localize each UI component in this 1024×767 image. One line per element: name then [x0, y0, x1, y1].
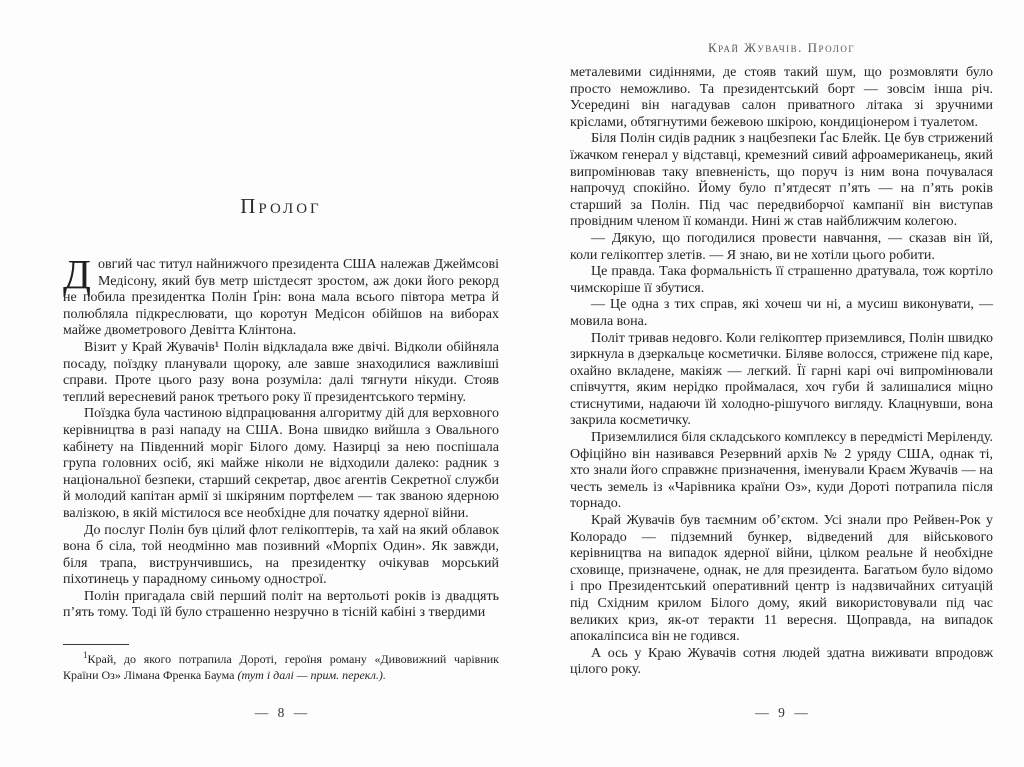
paragraph: Полін пригадала свій перший політ на вертольоті років із двадцять п’ять тому. Тоді їй було страшенно незручно в тісній кабіні з твердими: [63, 588, 499, 621]
paragraph: А ось у Краю Жувачів сотня людей здатна виживати впродовж цілого року.: [570, 645, 993, 678]
footnote-italic: (тут і далі — прим. перекл.).: [237, 667, 386, 682]
paragraph: До послуг Полін був цілий флот гелікоптерів, та хай на який облавок вона б сіла, той неодмінно мав позивний «Морпіх Один». Як завжди, біля трапа, виструнчившись, на президентку очікував морський піхотинець у парадному синьому однострої.: [63, 522, 499, 588]
paragraph: — Це одна з тих справ, які хочеш чи ні, а мусиш виконувати, — мовила вона.: [570, 297, 993, 329]
paragraph: металевими сидіннями, де стояв такий шум, що розмовляти було просто неможливо. Та президентський борт — зовсім інша річ. Усередині він нагадував салон приватного літака зі зручними кріслами, обтягнутими бежевою шкірою, кондиціонером і туалетом.: [570, 65, 993, 130]
paragraph: Це правда. Така формальність її страшенно дратувала, тож кортіло чимскоріше її збутися.: [570, 264, 993, 296]
opening-paragraph-text: овгий час титул найнижчого президента США належав Джеймсові Медісону, який був метр шістдесят зростом, аж доки його рекорд не побила президентка Полін Ґрін: вона мала всього півтора метра й полюбляла підкреслювати, що коротун Медісон обійшов на виборах майже двометрового Девітта Клінтона.: [63, 257, 499, 339]
page-right: [570, 0, 993, 767]
drop-cap: Д: [63, 251, 91, 297]
paragraph: Біля Полін сидів радник з нацбезпеки Ґас Блейк. Це був стрижений їжачком генерал у відставці, кремезний сивий афроамериканець, який випромінював таку впевненість, що поруч із ним вона почувалася напрочуд спокійно. Йому було п’ятдесят п’ять — на п’ять років старший за Полін. Під час передвиборчої кампанії він виступав провідним членом її команди. Нині ж став найближчим колегою.: [570, 131, 993, 230]
paragraph: — Дякую, що погодилися провести навчання, — сказав він їй, коли гелікоптер злетів. — Я знаю, ви не хотіли цього робити.: [570, 230, 993, 263]
page-number-left: — 8 —: [254, 705, 308, 720]
page-number-right: — 9 —: [755, 705, 808, 720]
running-header: Край Жувачів. Пролог: [707, 40, 856, 55]
paragraph: Поїздка була частиною відпрацювання алгоритму дій для верховного керівництва в разі нападу на США. Вона швидко вийшла з Овального кабінету на Південний моріг Білого дому. Назирці за нею поспішала група головних осіб, які майже ніколи не відходили далеко: радник з національної безпеки, старший секретар, двоє агентів Секретної служби й молодий капітан армії зі шкіряним портфелем — так званою ядерною валізкою, в якій містилося все необхідне для початку ядерної війни.: [63, 406, 499, 521]
page-left: [63, 0, 499, 767]
footnote: [63, 644, 499, 683]
chapter-heading: Пролог: [240, 194, 322, 218]
footnote-text: [63, 652, 499, 683]
left-page-body: [63, 340, 499, 622]
paragraph: Політ тривав недовго. Коли гелікоптер приземлився, Полін швидко зиркнула в дзеркальце косметички. Біляве волосся, стрижене під каре, охайно вкладене, макіяж — легкий. Її гарні карі очі випромінювали співчуття, яким нерідко проймалася, хоч губи й залишалися міцно стиснутими, надаючи їй холодно-рішучого вигляду. Клацнувши, вона закрила косметичку.: [570, 330, 993, 429]
opening-paragraph: [63, 251, 499, 340]
right-page-body: [570, 65, 993, 679]
paragraph: Приземлилися біля складського комплексу в передмісті Меріленду. Офіційно він називався Резервний архів № 2 уряду США, однак ті, хто знали його справжнє призначення, іменували Краєм Жувачів — на честь земель із «Чарівника країни Оз», куди Дороті потрапила після торнадо.: [570, 430, 993, 512]
footnote-rule: [63, 644, 129, 645]
paragraph: Візит у Край Жувачів¹ Полін відкладала вже двічі. Відколи обійняла посаду, поїздку планували щороку, але завше знаходилися важливіші справи. Проте цього разу вона розуміла: далі тягнути нікуди. Стояв теплий вересневий ранок третього року її президентського терміну.: [63, 339, 499, 405]
footnote-marker: 1: [83, 650, 88, 661]
footnote-body: Край, до якого потрапила Дороті, героїня роману «Дивовижний чарівник Країни Оз» Лімана Френка Баума: [63, 652, 499, 682]
paragraph: Край Жувачів був таємним об’єктом. Усі знали про Рейвен-Рок у Колорадо — підземний бункер, відведений для військового керівництва на випадок ядерної війни, цілком реальне й необхідне сховище, призначене, однак, не для президента. Багатьом було відомо і про Президентський оперативний центр із надзвичайних ситуацій під Східним крилом Білого дому, який використовували під час великих криз, як-от теракти 11 вересня. Щоправда, на випадок апокаліпсиса він не годився.: [570, 513, 993, 645]
